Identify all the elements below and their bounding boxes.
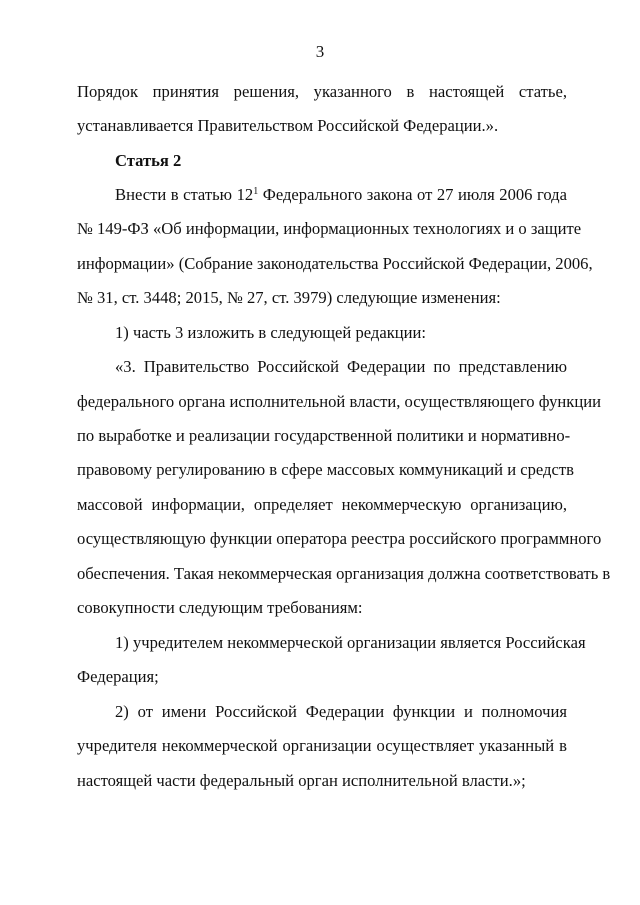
text-line: Внести в статью $12^1$ Федерального закона от 27 июля 2006 года — [115, 185, 567, 204]
text-line: правовому регулированию в сфере массовых коммуникаций и средств — [77, 460, 574, 479]
page-number: 3 — [315, 42, 325, 61]
text-line: осуществляющую функции оператора реестра российского программного — [77, 529, 602, 548]
text-line: 2) от имени Российской Федерации функции и полномочия — [115, 702, 567, 721]
text-line: 1) учредителем некоммерческой организации является Российская — [115, 633, 586, 652]
superscript-index: 1 — [253, 186, 259, 197]
text-line: информации» (Собрание законодательства Российской Федерации, 2006, — [77, 254, 593, 273]
text-line: 1) часть 3 изложить в следующей редакции: — [115, 323, 427, 342]
text-line: массовой информации, определяет некоммерческую организацию, — [77, 495, 567, 514]
text-line: совокупности следующим требованиям: — [77, 598, 363, 617]
text-line: Порядок принятия решения, указанного в настоящей статье, — [77, 82, 567, 101]
text-line: «3. Правительство Российской Федерации по представлению — [115, 357, 567, 376]
article-heading: Статья 2 — [115, 151, 182, 170]
text-line: настоящей части федеральный орган исполнительной власти.»; — [77, 771, 526, 790]
text-line: № 149-ФЗ «Об информации, информационных технологиях и о защите — [77, 219, 582, 238]
text-line: обеспечения. Такая некоммерческая организация должна соответствовать в — [77, 564, 611, 583]
text-line: федерального органа исполнительной власти, осуществляющего функции — [77, 392, 601, 411]
text-line: Федерация; — [77, 667, 159, 686]
text-line: № 31, ст. 3448; 2015, № 27, ст. 3979) следующие изменения: — [77, 288, 501, 307]
text-line: учредителя некоммерческой организации осуществляет указанный в — [77, 736, 567, 755]
text-line: устанавливается Правительством Российской Федерации.». — [77, 116, 499, 135]
text-line: по выработке и реализации государственной политики и нормативно- — [77, 426, 571, 445]
